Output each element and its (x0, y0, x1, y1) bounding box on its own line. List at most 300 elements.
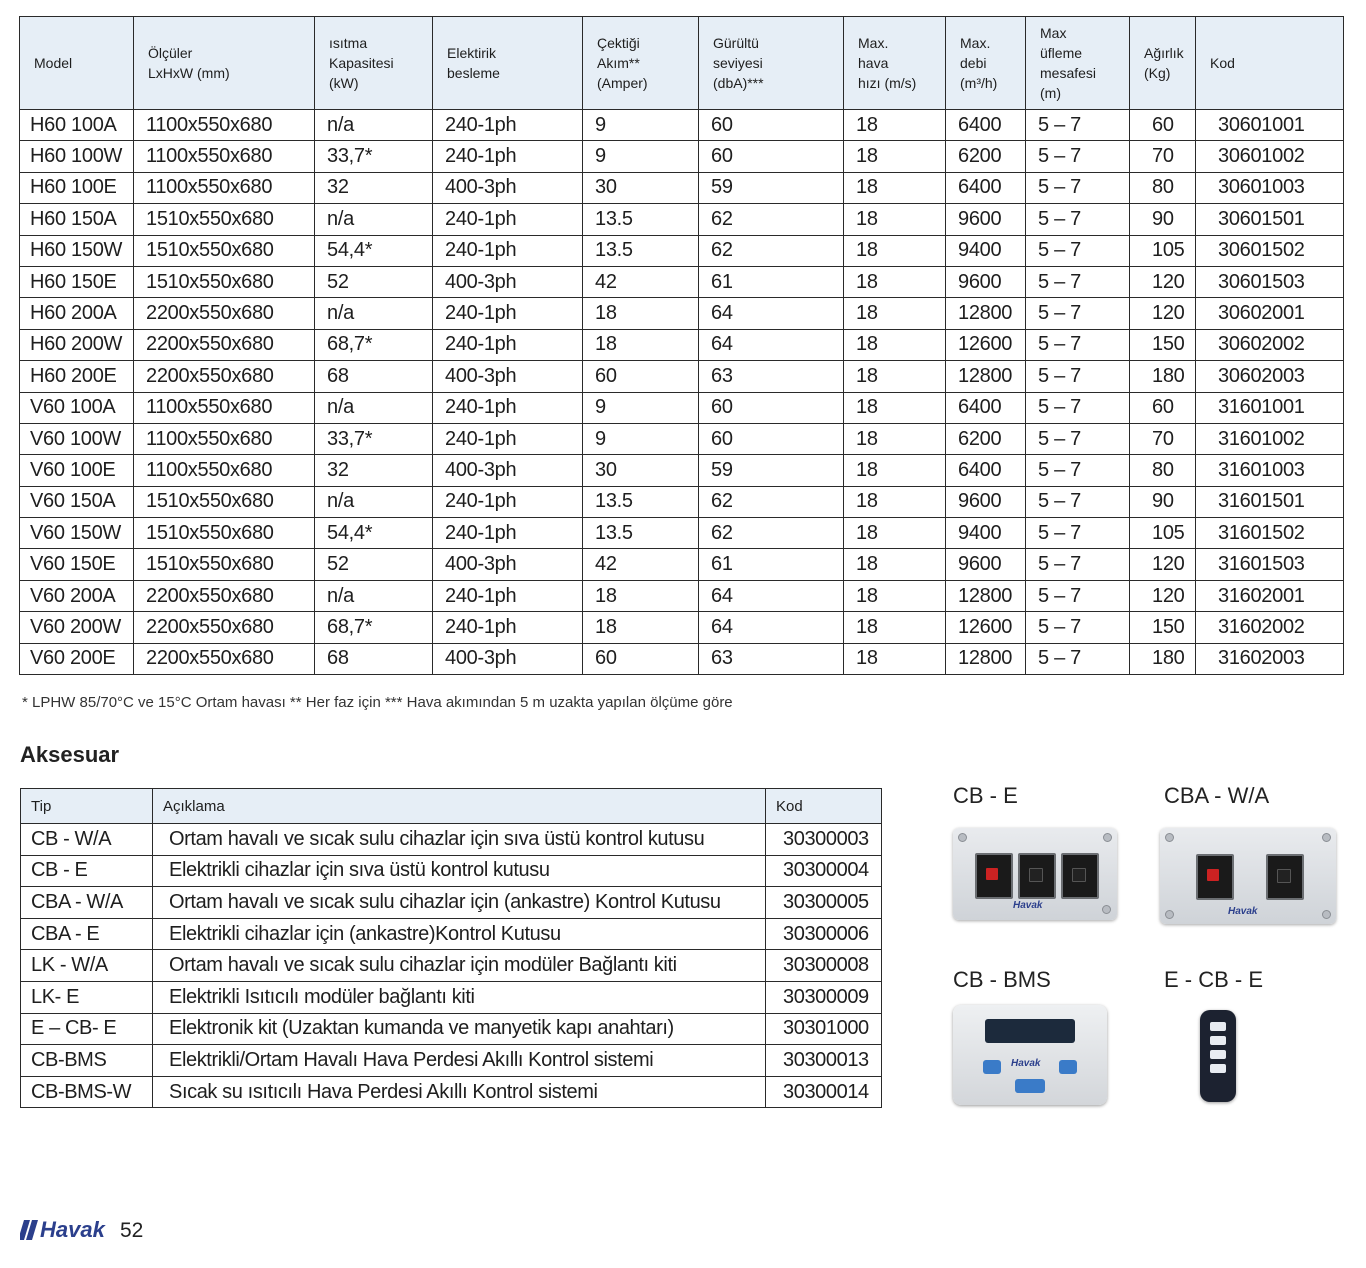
remote-button-icon (1210, 1036, 1226, 1045)
cell-model: V60 150A (20, 486, 134, 517)
spec-header-kod (1196, 17, 1344, 110)
cell-noise: 60 (699, 110, 844, 141)
device-brand: Havak (1011, 1058, 1041, 1069)
screw-icon (1322, 910, 1331, 919)
menu-button-icon (1015, 1079, 1045, 1093)
power-switch-icon (1196, 854, 1234, 900)
table-row (20, 204, 1344, 235)
table-row (20, 392, 1344, 423)
cell-noise: 62 (699, 518, 844, 549)
cell-model: V60 150W (20, 518, 134, 549)
cell-noise: 62 (699, 204, 844, 235)
cell-model: H60 150A (20, 204, 134, 235)
accessory-title: Aksesuar (20, 742, 120, 767)
cell-model: H60 150W (20, 235, 134, 266)
cell-airflow: 12800 (946, 298, 1026, 329)
cell-capacity: 54,4* (315, 235, 433, 266)
screw-icon (1322, 833, 1331, 842)
table-row (21, 1076, 882, 1108)
cell-noise: 64 (699, 612, 844, 643)
page-number: 52 (120, 1219, 144, 1242)
cell-supply: 240-1ph (433, 486, 583, 517)
table-row (20, 235, 1344, 266)
cell-weight: 150 (1130, 612, 1196, 643)
cell-throw: 5 – 7 (1026, 486, 1130, 517)
cell-current: 60 (583, 643, 699, 674)
spec-header-model (20, 17, 134, 110)
cba-wa-control-box-image (1160, 828, 1336, 924)
cell-weight: 60 (1130, 110, 1196, 141)
cell-dimensions: 1510x550x680 (134, 518, 315, 549)
spec-header-line: Kod (1210, 55, 1235, 71)
cell-air-speed: 18 (844, 455, 946, 486)
cell-current: 9 (583, 423, 699, 454)
remote-button-icon (1210, 1064, 1226, 1073)
cell-current: 18 (583, 298, 699, 329)
cell-dimensions: 1100x550x680 (134, 392, 315, 423)
cell-throw: 5 – 7 (1026, 172, 1130, 203)
cell-airflow: 12800 (946, 643, 1026, 674)
cell-model: H60 100A (20, 110, 134, 141)
accessory-header-kod: Kod (766, 789, 882, 824)
cell-air-speed: 18 (844, 266, 946, 297)
accessory-header-row (21, 789, 882, 824)
cell-capacity: 52 (315, 266, 433, 297)
cell-current: 60 (583, 361, 699, 392)
cell-weight: 70 (1130, 141, 1196, 172)
cell-dimensions: 2200x550x680 (134, 329, 315, 360)
spec-header-line: (Kg) (1144, 65, 1171, 81)
spec-header-agirlik (1130, 17, 1196, 110)
cell-noise: 64 (699, 580, 844, 611)
table-row (21, 950, 882, 982)
cell-throw: 5 – 7 (1026, 392, 1130, 423)
cell-air-speed: 18 (844, 643, 946, 674)
cell-current: 30 (583, 455, 699, 486)
spec-header-line: Elektirik (447, 45, 497, 61)
cell-capacity: n/a (315, 392, 433, 423)
cell-supply: 240-1ph (433, 423, 583, 454)
cell-capacity: 32 (315, 455, 433, 486)
accessory-cell-desc: Ortam havalı ve sıcak sulu cihazlar için modüler Bağlantı kiti (153, 950, 766, 982)
cell-throw: 5 – 7 (1026, 549, 1130, 580)
cell-airflow: 9400 (946, 235, 1026, 266)
cell-model: V60 100W (20, 423, 134, 454)
cell-airflow: 12600 (946, 612, 1026, 643)
cell-air-speed: 18 (844, 329, 946, 360)
table-row (20, 110, 1344, 141)
accessory-table (20, 788, 882, 1108)
accessory-cell-tip: CB-BMS-W (21, 1076, 153, 1108)
cell-weight: 105 (1130, 518, 1196, 549)
accessory-cell-desc: Ortam havalı ve sıcak sulu cihazlar için sıva üstü kontrol kutusu (153, 824, 766, 856)
cell-airflow: 6400 (946, 455, 1026, 486)
spec-header-row (20, 17, 1344, 110)
cell-code: 31601002 (1196, 423, 1344, 454)
cell-air-speed: 18 (844, 298, 946, 329)
spec-header-isitma-kapasitesi (315, 17, 433, 110)
cell-air-speed: 18 (844, 392, 946, 423)
cell-current: 18 (583, 612, 699, 643)
accessory-body (21, 824, 882, 1108)
spec-header-olculer (134, 17, 315, 110)
cell-supply: 240-1ph (433, 518, 583, 549)
cell-code: 30602002 (1196, 329, 1344, 360)
cell-air-speed: 18 (844, 612, 946, 643)
cell-throw: 5 – 7 (1026, 266, 1130, 297)
table-row (21, 855, 882, 887)
cell-supply: 400-3ph (433, 361, 583, 392)
cell-noise: 59 (699, 455, 844, 486)
table-row (20, 172, 1344, 203)
accessory-cell-kod: 30300013 (766, 1045, 882, 1077)
table-row (21, 1045, 882, 1077)
spec-header-line: hava (858, 55, 889, 71)
cell-air-speed: 18 (844, 141, 946, 172)
cell-capacity: 68,7* (315, 329, 433, 360)
cell-code: 30601503 (1196, 266, 1344, 297)
cell-model: H60 100W (20, 141, 134, 172)
table-row (21, 1013, 882, 1045)
cell-airflow: 12800 (946, 580, 1026, 611)
accessory-cell-desc: Elektrikli Isıtıcılı modüler bağlantı kiti (153, 981, 766, 1013)
accessory-cell-tip: CB - E (21, 855, 153, 887)
accessory-cell-tip: CB-BMS (21, 1045, 153, 1077)
cell-supply: 240-1ph (433, 110, 583, 141)
cell-supply: 240-1ph (433, 329, 583, 360)
spec-header-line: besleme (447, 65, 500, 81)
cell-capacity: n/a (315, 204, 433, 235)
cell-airflow: 9600 (946, 486, 1026, 517)
table-row (20, 549, 1344, 580)
cell-capacity: n/a (315, 486, 433, 517)
spec-header-max-hava-hizi (844, 17, 946, 110)
cell-noise: 63 (699, 643, 844, 674)
spec-header-gurultu (699, 17, 844, 110)
spec-header-line: Max. (960, 35, 991, 51)
cell-capacity: 68,7* (315, 612, 433, 643)
table-row (21, 824, 882, 856)
cell-throw: 5 – 7 (1026, 580, 1130, 611)
cell-noise: 60 (699, 141, 844, 172)
spec-header-line: hızı (m/s) (858, 75, 917, 91)
cell-airflow: 6400 (946, 392, 1026, 423)
cell-supply: 240-1ph (433, 235, 583, 266)
cell-throw: 5 – 7 (1026, 612, 1130, 643)
cell-capacity: 33,7* (315, 423, 433, 454)
accessory-header-tip: Tip (21, 789, 153, 824)
power-switch-icon (975, 853, 1013, 899)
cell-current: 13.5 (583, 518, 699, 549)
accessory-cell-desc: Elektrikli cihazlar için sıva üstü kontrol kutusu (153, 855, 766, 887)
accessory-cell-kod: 30300006 (766, 918, 882, 950)
cell-dimensions: 2200x550x680 (134, 612, 315, 643)
cell-supply: 400-3ph (433, 172, 583, 203)
cell-dimensions: 1100x550x680 (134, 455, 315, 486)
accessory-cell-kod: 30300008 (766, 950, 882, 982)
spec-header-line: ısıtma (329, 35, 368, 51)
cell-weight: 80 (1130, 455, 1196, 486)
cell-dimensions: 1510x550x680 (134, 235, 315, 266)
cell-code: 31601003 (1196, 455, 1344, 486)
cell-throw: 5 – 7 (1026, 204, 1130, 235)
spec-header-line: (kW) (329, 75, 359, 91)
table-row (20, 423, 1344, 454)
cell-capacity: n/a (315, 110, 433, 141)
cell-model: V60 200W (20, 612, 134, 643)
cell-weight: 120 (1130, 266, 1196, 297)
spec-header-max-ufleme-mesafesi (1026, 17, 1130, 110)
cell-airflow: 6200 (946, 423, 1026, 454)
cell-model: H60 100E (20, 172, 134, 203)
cell-airflow: 6400 (946, 172, 1026, 203)
screw-icon (1165, 833, 1174, 842)
spec-header-line: (dbA)*** (713, 75, 764, 91)
cell-airflow: 6200 (946, 141, 1026, 172)
cell-noise: 62 (699, 486, 844, 517)
cell-supply: 400-3ph (433, 266, 583, 297)
cell-dimensions: 1510x550x680 (134, 549, 315, 580)
table-row (20, 361, 1344, 392)
cell-air-speed: 18 (844, 423, 946, 454)
table-row (20, 455, 1344, 486)
cell-noise: 61 (699, 549, 844, 580)
cell-model: V60 100E (20, 455, 134, 486)
cell-weight: 105 (1130, 235, 1196, 266)
accessory-cell-tip: LK - W/A (21, 950, 153, 982)
spec-header-line: Kapasitesi (329, 55, 394, 71)
cell-dimensions: 2200x550x680 (134, 643, 315, 674)
spec-header-cektigi-akim (583, 17, 699, 110)
cb-e-control-box-image (953, 828, 1117, 920)
cell-throw: 5 – 7 (1026, 110, 1130, 141)
accessory-cell-tip: CBA - E (21, 918, 153, 950)
cell-airflow: 9600 (946, 204, 1026, 235)
cell-throw: 5 – 7 (1026, 643, 1130, 674)
accessory-cell-kod: 30300014 (766, 1076, 882, 1108)
cell-current: 13.5 (583, 204, 699, 235)
cell-capacity: 33,7* (315, 141, 433, 172)
cell-dimensions: 1510x550x680 (134, 266, 315, 297)
cell-current: 18 (583, 329, 699, 360)
cell-supply: 400-3ph (433, 549, 583, 580)
cell-model: H60 150E (20, 266, 134, 297)
cell-airflow: 9400 (946, 518, 1026, 549)
spec-header-line: üfleme (1040, 45, 1083, 61)
cell-weight: 70 (1130, 423, 1196, 454)
cell-air-speed: 18 (844, 204, 946, 235)
accessory-cell-kod: 30300005 (766, 887, 882, 919)
cell-model: V60 200E (20, 643, 134, 674)
cell-supply: 240-1ph (433, 392, 583, 423)
cell-throw: 5 – 7 (1026, 235, 1130, 266)
cell-weight: 180 (1130, 361, 1196, 392)
cell-model: V60 200A (20, 580, 134, 611)
accessory-cell-tip: E – CB- E (21, 1013, 153, 1045)
cell-capacity: 68 (315, 361, 433, 392)
cell-code: 31602001 (1196, 580, 1344, 611)
cb-bms-controller-image (953, 1005, 1107, 1105)
table-row (20, 141, 1344, 172)
screw-icon (1102, 905, 1111, 914)
spec-header-line: debi (960, 55, 987, 71)
cell-throw: 5 – 7 (1026, 329, 1130, 360)
cell-code: 31602002 (1196, 612, 1344, 643)
cell-weight: 180 (1130, 643, 1196, 674)
cell-weight: 90 (1130, 204, 1196, 235)
cell-air-speed: 18 (844, 361, 946, 392)
fan-switch-icon (1266, 854, 1304, 900)
cell-current: 9 (583, 110, 699, 141)
cell-supply: 240-1ph (433, 204, 583, 235)
spec-header-line: Max. (858, 35, 889, 51)
cell-current: 13.5 (583, 235, 699, 266)
cell-model: V60 150E (20, 549, 134, 580)
cell-code: 30601502 (1196, 235, 1344, 266)
table-row (20, 486, 1344, 517)
cell-dimensions: 1510x550x680 (134, 486, 315, 517)
cell-airflow: 12800 (946, 361, 1026, 392)
screw-icon (1103, 833, 1112, 842)
spec-header-line: (Amper) (597, 75, 648, 91)
cell-weight: 120 (1130, 580, 1196, 611)
cell-weight: 90 (1130, 486, 1196, 517)
cell-current: 18 (583, 580, 699, 611)
cell-noise: 60 (699, 423, 844, 454)
cell-throw: 5 – 7 (1026, 518, 1130, 549)
cell-throw: 5 – 7 (1026, 423, 1130, 454)
cell-air-speed: 18 (844, 518, 946, 549)
cell-airflow: 9600 (946, 549, 1026, 580)
cell-capacity: 52 (315, 549, 433, 580)
cell-capacity: 54,4* (315, 518, 433, 549)
cell-supply: 240-1ph (433, 298, 583, 329)
spec-body (20, 110, 1344, 675)
accessory-cell-kod: 30300009 (766, 981, 882, 1013)
cell-current: 13.5 (583, 486, 699, 517)
accessory-cell-tip: LK- E (21, 981, 153, 1013)
cell-code: 30601001 (1196, 110, 1344, 141)
cell-airflow: 9600 (946, 266, 1026, 297)
cell-weight: 60 (1130, 392, 1196, 423)
remote-button-icon (1210, 1050, 1226, 1059)
cell-throw: 5 – 7 (1026, 141, 1130, 172)
remote-control-image (1200, 1010, 1236, 1102)
cell-dimensions: 1100x550x680 (134, 110, 315, 141)
accessory-cell-kod: 30301000 (766, 1013, 882, 1045)
cell-supply: 400-3ph (433, 455, 583, 486)
cell-dimensions: 2200x550x680 (134, 580, 315, 611)
cell-dimensions: 1100x550x680 (134, 423, 315, 454)
cell-current: 42 (583, 266, 699, 297)
accessory-cell-desc: Ortam havalı ve sıcak sulu cihazlar için (ankastre) Kontrol Kutusu (153, 887, 766, 919)
cell-code: 31601501 (1196, 486, 1344, 517)
cell-dimensions: 1100x550x680 (134, 172, 315, 203)
spec-header-elektrik-besleme (433, 17, 583, 110)
spec-header-line: Akım** (597, 55, 640, 71)
cell-supply: 240-1ph (433, 612, 583, 643)
cell-noise: 61 (699, 266, 844, 297)
screw-icon (958, 833, 967, 842)
cell-code: 31601503 (1196, 549, 1344, 580)
cell-air-speed: 18 (844, 172, 946, 203)
cell-code: 31601502 (1196, 518, 1344, 549)
cell-throw: 5 – 7 (1026, 455, 1130, 486)
table-row (21, 918, 882, 950)
cell-code: 30602003 (1196, 361, 1344, 392)
spec-header-line: Ölçüler (148, 45, 193, 61)
cell-noise: 62 (699, 235, 844, 266)
table-row (20, 266, 1344, 297)
left-button-icon (983, 1060, 1001, 1074)
cell-supply: 400-3ph (433, 643, 583, 674)
cell-capacity: n/a (315, 298, 433, 329)
cell-airflow: 6400 (946, 110, 1026, 141)
cell-code: 30602001 (1196, 298, 1344, 329)
cell-current: 9 (583, 392, 699, 423)
cell-capacity: 68 (315, 643, 433, 674)
table-row (20, 329, 1344, 360)
cell-airflow: 12600 (946, 329, 1026, 360)
right-button-icon (1059, 1060, 1077, 1074)
spec-header-line: Model (34, 55, 73, 71)
cell-dimensions: 2200x550x680 (134, 298, 315, 329)
accessory-cell-tip: CB - W/A (21, 824, 153, 856)
accessory-header-aciklama: Açıklama (153, 789, 766, 824)
cell-current: 9 (583, 141, 699, 172)
spec-header-line: mesafesi (1040, 65, 1097, 81)
cell-model: H60 200A (20, 298, 134, 329)
spec-table (19, 16, 1344, 675)
cell-model: V60 100A (20, 392, 134, 423)
device-brand: Havak (1228, 906, 1258, 917)
cell-air-speed: 18 (844, 580, 946, 611)
cell-current: 42 (583, 549, 699, 580)
cell-dimensions: 1100x550x680 (134, 141, 315, 172)
table-row (20, 298, 1344, 329)
cell-capacity: n/a (315, 580, 433, 611)
cell-code: 30601002 (1196, 141, 1344, 172)
spec-header-line: seviyesi (713, 55, 763, 71)
spec-header-line: Gürültü (713, 35, 759, 51)
accessory-cell-desc: Elektrikli cihazlar için (ankastre)Kontrol Kutusu (153, 918, 766, 950)
spec-header-line: (m³/h) (960, 75, 998, 91)
table-row (20, 518, 1344, 549)
cell-air-speed: 18 (844, 549, 946, 580)
cell-dimensions: 2200x550x680 (134, 361, 315, 392)
remote-button-icon (1210, 1022, 1226, 1031)
cell-model: H60 200W (20, 329, 134, 360)
accessory-cell-desc: Elektronik kit (Uzaktan kumanda ve manyetik kapı anahtarı) (153, 1013, 766, 1045)
accessory-cell-tip: CBA - W/A (21, 887, 153, 919)
cell-code: 31602003 (1196, 643, 1344, 674)
cell-air-speed: 18 (844, 235, 946, 266)
cell-supply: 240-1ph (433, 141, 583, 172)
footnote: * LPHW 85/70°C ve 15°C Ortam havası ** Her faz için *** Hava akımından 5 m uzakta yapılan ölçüme göre (22, 694, 733, 711)
table-row (20, 580, 1344, 611)
cell-noise: 60 (699, 392, 844, 423)
accessory-cell-desc: Sıcak su ısıtıcılı Hava Perdesi Akıllı Kontrol sistemi (153, 1076, 766, 1108)
lcd-screen-icon (985, 1019, 1075, 1043)
cell-dimensions: 1510x550x680 (134, 204, 315, 235)
cell-supply: 240-1ph (433, 580, 583, 611)
spec-header-line: LxHxW (mm) (148, 65, 230, 81)
cell-capacity: 32 (315, 172, 433, 203)
cell-weight: 120 (1130, 549, 1196, 580)
accessory-cell-kod: 30300003 (766, 824, 882, 856)
screw-icon (1165, 910, 1174, 919)
cell-air-speed: 18 (844, 486, 946, 517)
